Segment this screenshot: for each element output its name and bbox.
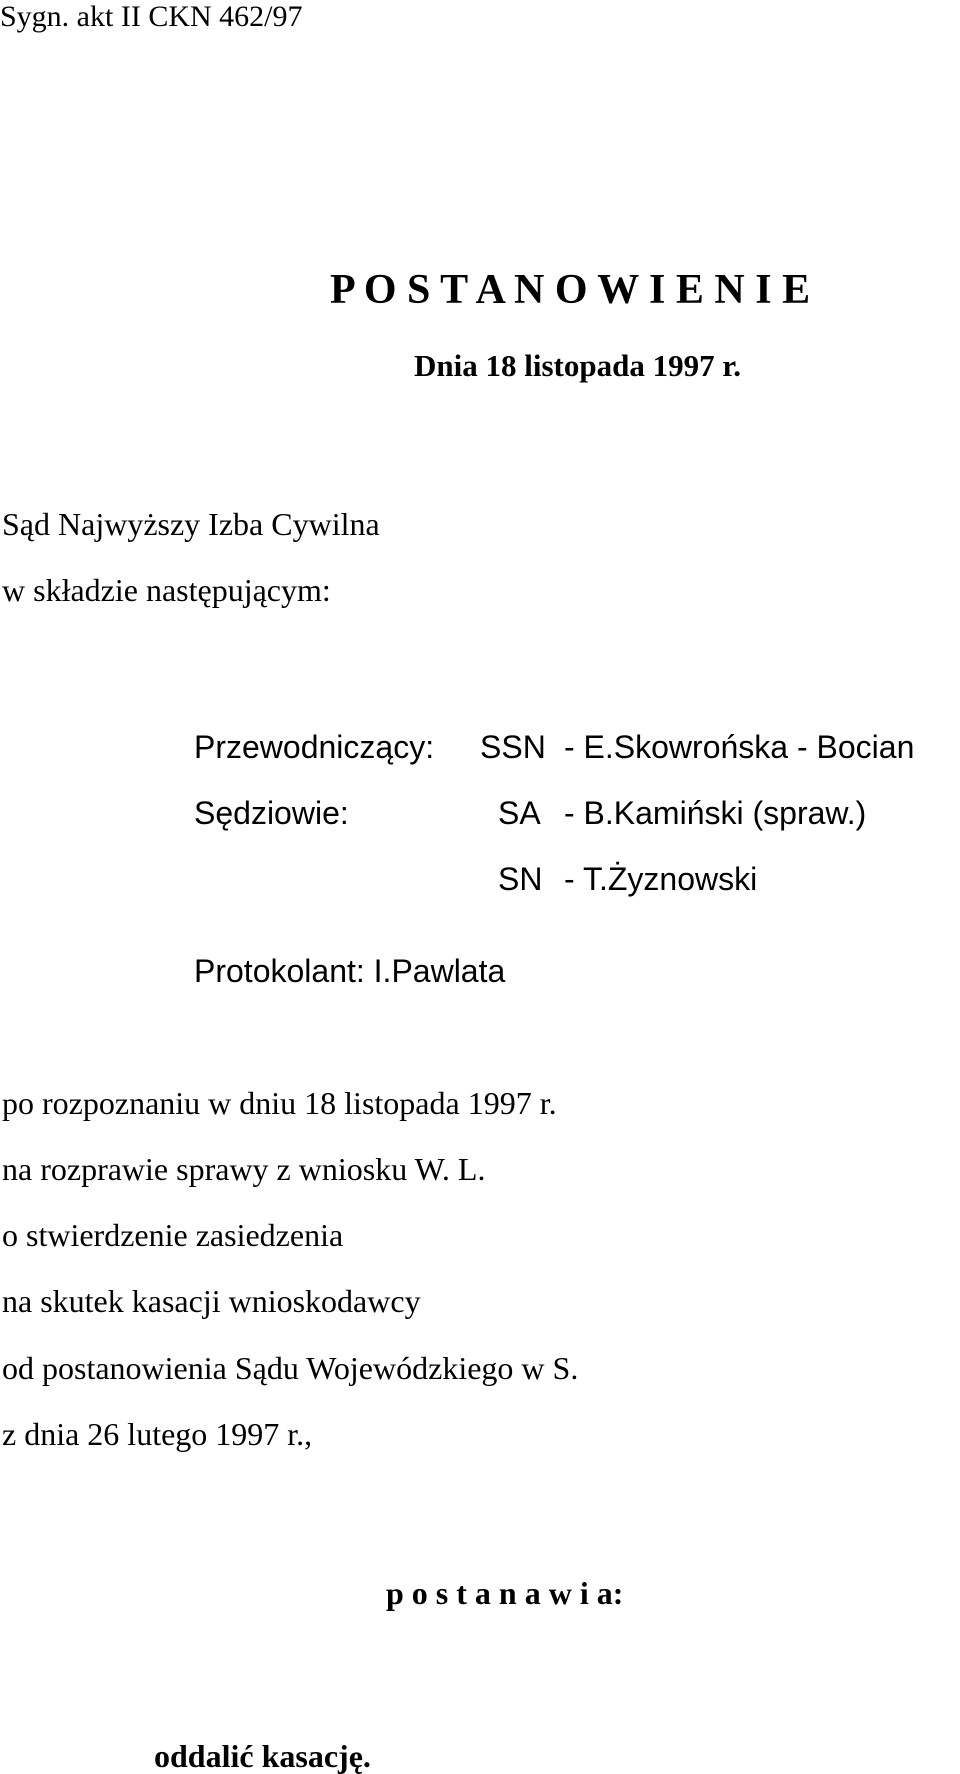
court-composition-intro: w składzie następującym: — [2, 572, 331, 608]
case-signature: Sygn. akt II CKN 462/97 — [0, 0, 303, 33]
chair-name: - E.Skowrońska - Bocian — [564, 729, 915, 765]
chair-label: Przewodniczący: — [194, 729, 435, 765]
body-line: o stwierdzenie zasiedzenia — [2, 1217, 344, 1253]
judge-rank: SN — [498, 861, 543, 897]
judges-label: Sędziowie: — [194, 795, 349, 831]
chair-rank: SSN — [480, 729, 546, 765]
document-date: Dnia 18 listopada 1997 r. — [414, 348, 741, 383]
decree-heading: p o s t a n a w i a: — [386, 1575, 624, 1611]
clerk-line: Protokolant: I.Pawlata — [194, 953, 506, 989]
document-title: P O S T A N O W I E N I E — [330, 267, 811, 313]
court-name: Sąd Najwyższy Izba Cywilna — [2, 506, 380, 542]
body-line: od postanowienia Sądu Wojewódzkiego w S. — [2, 1350, 579, 1386]
body-line: na rozprawie sprawy z wniosku W. L. — [2, 1151, 486, 1187]
judge-name: - B.Kamiński (spraw.) — [564, 795, 867, 831]
decision-text: oddalić kasację. — [154, 1738, 371, 1774]
judge-rank: SA — [498, 795, 541, 831]
judge-name: - T.Żyznowski — [564, 861, 758, 897]
body-line: po rozpoznaniu w dniu 18 listopada 1997 r. — [2, 1085, 557, 1121]
body-line: z dnia 26 lutego 1997 r., — [2, 1416, 313, 1452]
body-line: na skutek kasacji wnioskodawcy — [2, 1283, 421, 1319]
